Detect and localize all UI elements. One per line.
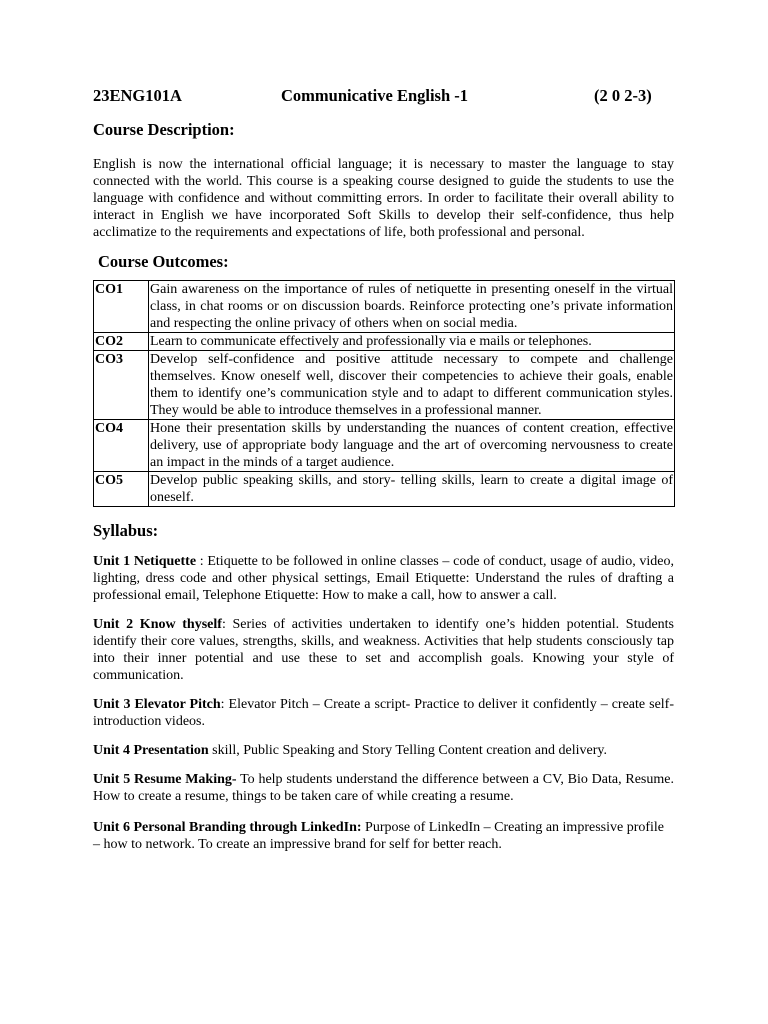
outcome-id: CO2 — [94, 333, 149, 351]
unit-title: Unit 1 Netiquette — [93, 554, 197, 569]
unit-text: To help students understand the difference between a CV, Bio Data, Resume. How to create a resume, things to be taken care of while creating a resume. — [93, 772, 674, 804]
syllabus-unit-4 — [93, 742, 674, 759]
course-credits: (2 0 2-3) — [594, 86, 652, 105]
unit-text: Purpose of LinkedIn – Creating an impressive profile – how to network. To create an impressive brand for self for better reach. — [93, 820, 665, 852]
course-outcomes-heading: Course Outcomes: — [98, 252, 229, 271]
course-title: Communicative English -1 — [281, 86, 469, 105]
outcome-text: Hone their presentation skills by understanding the nuances of content creation, effective delivery, use of appropriate body language and the art of overcoming nervousness to create an impact in the minds of a target audience. — [150, 421, 673, 470]
syllabus-unit-1 — [93, 553, 674, 604]
syllabus-unit-2 — [93, 616, 674, 684]
unit-title: Unit 3 Elevator Pitch — [93, 697, 221, 712]
unit-separator: : — [196, 554, 208, 569]
outcome-text: Gain awareness on the importance of rules of netiquette in presenting oneself in the virtual class, in chat rooms or on discussion boards. Reinforce protecting one’s private information and respecting the online privacy of others when on social media. — [150, 282, 673, 331]
outcome-id: CO4 — [94, 420, 149, 472]
syllabus-unit-5 — [93, 771, 674, 805]
outcome-id: CO3 — [94, 351, 149, 420]
syllabus-unit-3 — [93, 696, 674, 730]
unit-title: Unit 6 Personal Branding through LinkedIn: — [93, 820, 362, 835]
outcome-row — [94, 281, 675, 333]
unit-text: Series of activities undertaken to identify one’s hidden potential. Students identify their core values, strengths, skills, and weakness. Activities that help students consciously tap into their inner potential and use these to set and accomplish goals. Knowing your style of communication. — [93, 617, 675, 683]
outcome-row — [94, 351, 675, 420]
unit-separator: : — [220, 697, 229, 712]
unit-title: Unit 4 Presentation — [93, 743, 209, 758]
outcome-id: CO5 — [94, 472, 149, 507]
course-header — [93, 86, 674, 110]
document-page — [93, 86, 674, 853]
course-description-text: English is now the international official language; it is necessary to master the language to stay connected with the world. This course is a speaking course designed to guide the students to use the language with confidence and without committing errors. In order to facilitate their overall ability to interact in English we have incorporated Soft Skills to develop their self-confidence, thus help acclimatize to the requirements and expectations of life, both professional and personal. — [93, 157, 674, 240]
outcome-row — [94, 420, 675, 472]
course-description-heading: Course Description: — [93, 120, 235, 139]
unit-title: Unit 2 Know thyself — [93, 617, 222, 632]
outcome-text: Learn to communicate effectively and professionally via e mails or telephones. — [149, 333, 675, 351]
unit-text: Elevator Pitch – Create a script- Practice to deliver it confidently – create self-introduction videos. — [93, 697, 675, 729]
outcome-text: Develop self-confidence and positive attitude necessary to compete and challenge themselves. Know oneself well, discover their competencies to achieve their goals, enable them to identify one’s communication style and to adapt to different communication styles. They would be able to introduce themselves in a professional manner. — [150, 352, 673, 418]
unit-text: Etiquette to be followed in online classes – code of conduct, usage of audio, video, lighting, dress code and other physical settings, Email Etiquette: Understand the rules of drafting a professional email, Telephone Etiquette: How to make a call, how to answer a call. — [93, 554, 674, 603]
course-code: 23ENG101A — [93, 86, 182, 105]
unit-text: skill, Public Speaking and Story Telling Content creation and delivery. — [212, 743, 607, 758]
syllabus-heading: Syllabus: — [93, 521, 159, 540]
outcome-text: Develop public speaking skills, and story- telling skills, learn to create a digital image of oneself. — [150, 473, 673, 505]
syllabus-unit-6 — [93, 819, 674, 853]
outcome-row — [94, 472, 675, 507]
unit-title: Unit 5 Resume Making- — [93, 772, 237, 787]
course-outcomes-table — [93, 280, 675, 507]
outcome-id: CO1 — [94, 281, 149, 333]
outcome-row — [94, 333, 675, 351]
unit-separator: : — [221, 617, 233, 632]
